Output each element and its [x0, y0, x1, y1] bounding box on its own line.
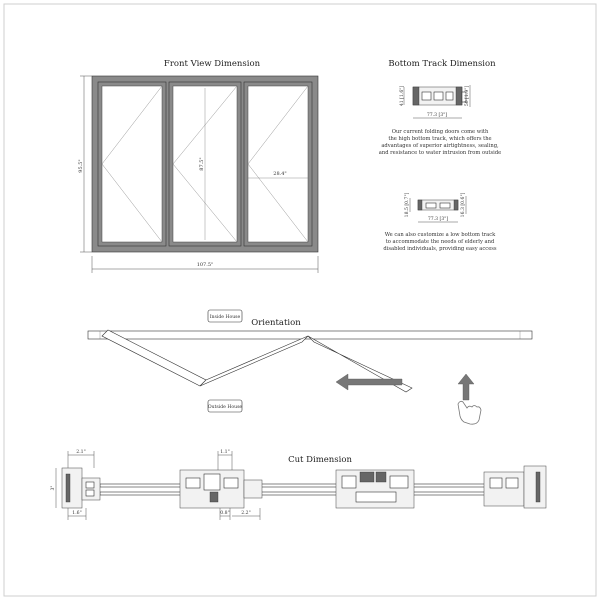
right-jamb-chamber-1: [490, 478, 502, 488]
center-joint-latch-2: [376, 472, 386, 482]
joint-1-chamber-3: [224, 478, 238, 488]
panel-1-glass: [102, 86, 162, 242]
joint-1-chamber-1: [186, 478, 200, 488]
right-jamb-outer: [524, 466, 546, 508]
glass-rail-bottom: [100, 492, 500, 495]
right-jamb-core: [536, 472, 540, 502]
low-track-text-line-1: We can also customize a low bottom track: [384, 232, 496, 238]
center-joint-chamber-1: [342, 476, 356, 488]
glass-rail-top: [100, 484, 500, 487]
front-view: [78, 59, 318, 273]
low-track-chamber-1: [426, 203, 436, 208]
high-width-label: 77.3 [3"]: [426, 113, 448, 118]
high-height-label: 50 [1.9"]: [465, 85, 470, 107]
low-right-label: 16.3 [0.6"]: [461, 192, 466, 218]
low-track-profile: [418, 200, 458, 210]
orientation-title: Orientation: [251, 318, 301, 328]
cut-dimension: [50, 449, 546, 520]
slide-left-arrow-icon: [336, 374, 402, 390]
front-view-title: Front View Dimension: [163, 59, 261, 69]
high-track-chamber-1: [422, 92, 431, 100]
panel-3-glass: [248, 86, 308, 242]
cut-label-b: 3": [51, 485, 56, 491]
right-jamb-chamber-2: [506, 478, 518, 488]
left-jamb-profile: [62, 468, 100, 508]
center-joint: [336, 470, 414, 508]
high-track-paragraph: [379, 129, 501, 156]
low-track-paragraph: [383, 232, 497, 252]
cut-label-e: 0.8": [220, 511, 230, 516]
center-joint-lower: [356, 492, 396, 502]
high-track-left-wall: [413, 87, 419, 105]
folded-panel-2: [200, 336, 308, 386]
high-track-chamber-3: [446, 92, 453, 100]
cut-label-c: 1.6": [72, 511, 82, 516]
right-jamb-profile: [484, 466, 546, 508]
orientation: [88, 310, 532, 424]
joint-1-chamber-2: [204, 474, 220, 490]
center-joint-chamber-2: [390, 476, 408, 488]
left-jamb-core: [66, 474, 70, 502]
high-track-right-wall: [456, 87, 462, 105]
bottom-track: [379, 59, 501, 252]
left-jamb-chamber-1: [86, 482, 94, 488]
low-track-right-wall: [454, 200, 458, 210]
low-width-label: 77.3 [3"]: [427, 217, 449, 222]
right-jamb-sash: [484, 472, 524, 506]
panel-height-label: 87.5": [199, 157, 205, 171]
low-track-text-line-3: disabled individuals, providing easy access: [383, 246, 497, 252]
cut-label-d: 1.1": [220, 450, 230, 455]
cut-label-a: 2.1": [76, 450, 86, 455]
low-track-body: [418, 200, 458, 210]
low-track-left-wall: [418, 200, 422, 210]
width-label: 107.5": [196, 262, 214, 268]
low-track-text-line-2: to accommodate the needs of elderly and: [385, 239, 495, 245]
high-left-label: 41 [1.6"]: [400, 85, 405, 107]
joint-1-seal: [210, 492, 218, 502]
high-track-text-line-1: Our current folding doors come with: [391, 129, 489, 135]
high-track-text-line-4: and resistance to water intrusion from outside: [378, 150, 502, 156]
bottom-track-title: Bottom Track Dimension: [388, 59, 496, 69]
high-track-text-line-2: the high bottom track, which offers the: [388, 136, 492, 142]
cut-label-f: 2.2": [241, 511, 251, 516]
left-jamb-chamber-2: [86, 490, 94, 496]
panel-width-label: 28.4": [273, 171, 287, 177]
high-track-chamber-2: [434, 92, 443, 100]
left-jamb-sash: [82, 478, 100, 500]
height-label: 95.5": [78, 159, 84, 173]
push-up-arrow-icon: [458, 374, 474, 400]
inside-house-label: Inside House: [209, 315, 241, 320]
low-height-label: 18.5 [0.7"]: [405, 192, 410, 218]
high-track-profile: [413, 87, 466, 105]
high-track-text-line-3: advantages of superior airtightness, sealing,: [381, 143, 499, 149]
low-track-chamber-2: [440, 203, 450, 208]
center-joint-latch-1: [360, 472, 374, 482]
sash-joint-1: [180, 470, 262, 508]
left-jamb-outer: [62, 468, 82, 508]
outside-house-label: Outside House: [207, 405, 243, 410]
cut-dimension-title: Cut Dimension: [288, 455, 352, 465]
hand-icon: [458, 401, 481, 424]
joint-1-hinge: [244, 480, 262, 498]
